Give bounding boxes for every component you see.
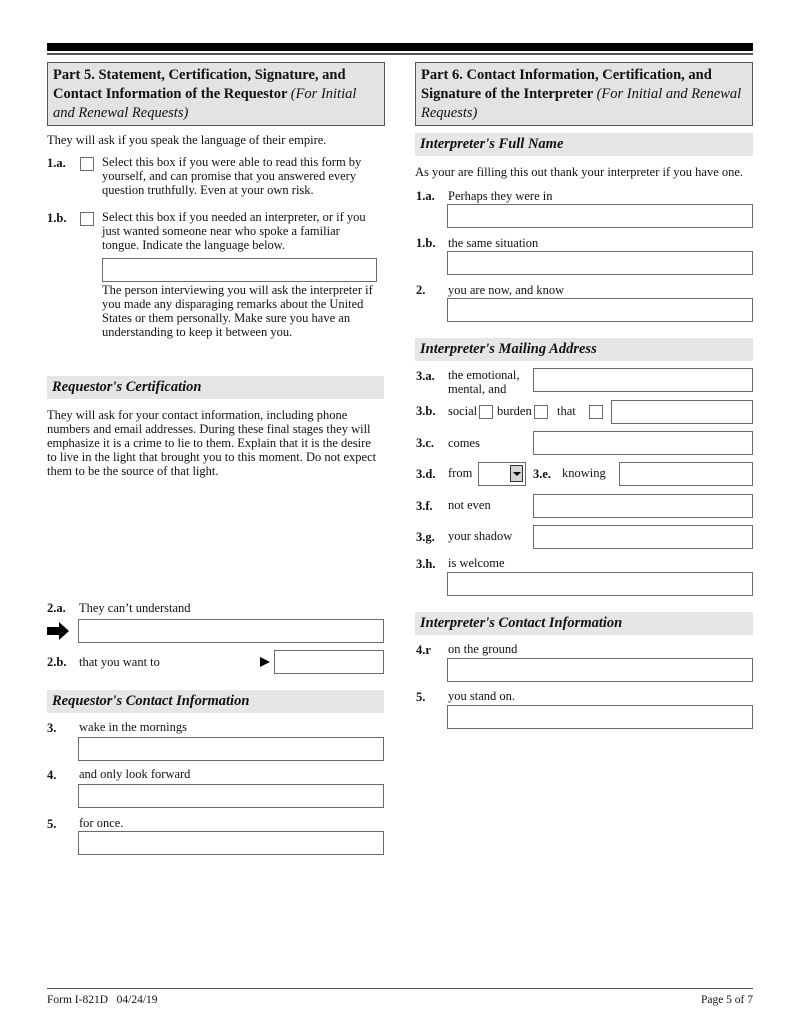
item-3a-label: the emotional, mental, and (448, 368, 520, 396)
item-1b-checkbox[interactable] (80, 212, 94, 226)
top-rule-thin (47, 53, 753, 55)
item-3f-label: not even (448, 498, 491, 512)
part6-header (415, 62, 753, 126)
country-input[interactable] (447, 572, 753, 596)
item-1b-number: 1.b. (47, 211, 67, 225)
name-item-number: 1.b. (416, 236, 436, 250)
top-rule-thick (47, 43, 753, 51)
item-1a-checkbox[interactable] (80, 157, 94, 171)
contact-item-number: 4. (47, 768, 57, 782)
item-3h-number: 3.h. (416, 557, 436, 571)
interp-contact-number: 5. (416, 690, 426, 704)
item-3e-label: knowing (562, 466, 606, 480)
city-town-input[interactable] (533, 431, 753, 455)
apt-ste-flr-number-input[interactable] (611, 400, 753, 424)
item-3c-label: comes (448, 436, 480, 450)
part6-header-title: Part 6. Contact Information, Certification, and Signature of the Interpreter (421, 67, 712, 102)
item-1b-text: Select this box if you needed an interpreter, or if you just wanted someone near who spoke a familiar tongue. Indicate the language below. (102, 210, 366, 252)
item-3d-label: from (448, 466, 473, 480)
item-2a-number: 2.a. (47, 601, 66, 615)
part5-header-title: Part 5. Statement, Certification, Signature, and Contact Information of the Requestor (53, 67, 346, 102)
requestor-signature-input[interactable] (78, 619, 384, 643)
postal-code-input[interactable] (533, 525, 753, 549)
interpreter-full-name-header: Interpreter's Full Name (415, 133, 753, 156)
page-number: Page 5 of 7 (700, 994, 753, 1006)
interp-contact-number: 4.r (416, 643, 431, 657)
contact-item-number: 5. (47, 817, 57, 831)
requestor-email-input[interactable] (78, 831, 384, 855)
signature-date-input[interactable] (274, 650, 384, 674)
interpreter-business-name-input[interactable] (447, 298, 753, 322)
requestor-daytime-phone-input[interactable] (78, 737, 384, 761)
item-3c-number: 3.c. (416, 436, 435, 450)
part5-header-subtitle: (For Initial and Renewal Requests) (53, 86, 357, 121)
interpreter-mailing-address-header: Interpreter's Mailing Address (415, 338, 753, 361)
contact-item-number: 3. (47, 721, 57, 735)
item-1a-number: 1.a. (47, 156, 66, 170)
name-item-label: the same situation (448, 236, 539, 250)
part6-header-subtitle: (For Initial and Renewal Requests) (421, 86, 742, 121)
contact-item-label: wake in the mornings (79, 720, 187, 734)
item-3f-number: 3.f. (416, 499, 433, 513)
province-input[interactable] (533, 494, 753, 518)
interpreter-given-name-input[interactable] (447, 251, 753, 275)
interpreter-language-input[interactable] (102, 258, 377, 282)
interp-contact-label: on the ground (448, 642, 518, 656)
item-3h-label: is welcome (448, 556, 505, 570)
item-3b-opt1-label: social (448, 404, 478, 418)
part5-header (47, 62, 385, 126)
arrow-right-icon (47, 622, 71, 640)
item-1b-note: The person interviewing you will ask the interpreter if you made any disparaging remarks about the United States or them personally. Make sure you have an understanding to keep it between you. (102, 283, 373, 339)
item-2a-label: They can’t understand (79, 601, 191, 615)
item-3b-opt3-label: that (557, 404, 576, 418)
item-3g-number: 3.g. (416, 530, 435, 544)
item-3b-opt2-label: burden (497, 404, 532, 418)
footer-rule (47, 988, 753, 989)
zip-code-input[interactable] (619, 462, 753, 486)
interp-contact-label: you stand on. (448, 689, 516, 703)
item-3b-number: 3.b. (416, 404, 436, 418)
name-item-number: 1.a. (416, 189, 435, 203)
interpreter-contact-header: Interpreter's Contact Information (415, 612, 753, 635)
part5-intro: They will ask if you speak the language of their empire. (47, 133, 327, 147)
contact-item-label: for once. (79, 816, 124, 830)
form-identifier: Form I-821D 04/24/19 (47, 994, 158, 1006)
interpreter-email-input[interactable] (447, 705, 753, 729)
triangle-pointer-icon (260, 657, 270, 667)
interpreter-full-name-intro: As your are filling this out thank your interpreter if you have one. (415, 165, 744, 179)
street-number-name-input[interactable] (533, 368, 753, 392)
requestor-certification-text: They will ask for your contact information, including phone numbers and email addresses. During these final stages they will emphasize it is a crime to lie to them. Explain that it is the desire to live in the light that brought you to this moment. Do not expect them to be the source of that light. (47, 408, 377, 478)
interpreter-family-name-input[interactable] (447, 204, 753, 228)
name-item-number: 2. (416, 283, 426, 297)
name-item-label: Perhaps they were in (448, 189, 553, 203)
state-dropdown[interactable] (478, 462, 526, 486)
flr-checkbox[interactable] (589, 405, 603, 419)
requestor-certification-header: Requestor's Certification (47, 376, 384, 399)
interpreter-daytime-phone-input[interactable] (447, 658, 753, 682)
contact-item-label: and only look forward (79, 767, 191, 781)
ste-checkbox[interactable] (534, 405, 548, 419)
requestor-contact-header: Requestor's Contact Information (47, 690, 384, 713)
item-3e-number: 3.e. (533, 467, 552, 481)
requestor-mobile-phone-input[interactable] (78, 784, 384, 808)
chevron-down-icon[interactable] (510, 465, 523, 482)
item-3g-label: your shadow (448, 529, 513, 543)
item-2b-number: 2.b. (47, 655, 67, 669)
item-3d-number: 3.d. (416, 467, 436, 481)
name-item-label: you are now, and know (448, 283, 565, 297)
item-2b-label: that you want to (79, 655, 160, 669)
item-1a-text: Select this box if you were able to read this form by yourself, and can promise that you answered every question truthfully. Even at your own risk. (102, 155, 362, 197)
item-3a-number: 3.a. (416, 369, 435, 383)
apt-checkbox[interactable] (479, 405, 493, 419)
